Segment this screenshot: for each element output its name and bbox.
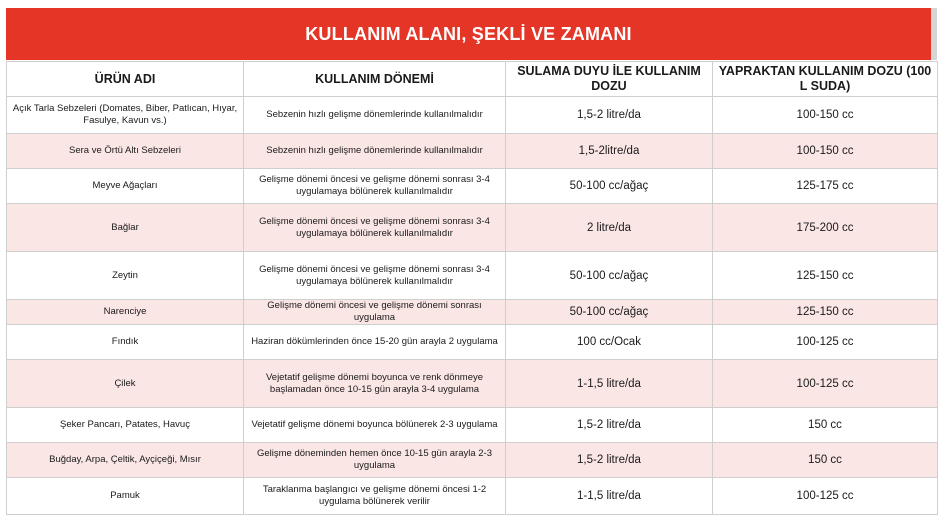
cell-period: Vejetatif gelişme dönemi boyunca bölünerek 2-3 uygulama — [244, 408, 506, 443]
cell-product: Zeytin — [7, 252, 244, 300]
cell-product: Buğday, Arpa, Çeltik, Ayçiçeği, Mısır — [7, 443, 244, 478]
cell-product: Narenciye — [7, 300, 244, 325]
cell-foliar: 100-125 cc — [713, 325, 938, 360]
cell-product: Açık Tarla Sebzeleri (Domates, Biber, Patlıcan, Hıyar, Fasulye, Kavun vs.) — [7, 97, 244, 134]
table-row — [7, 300, 938, 325]
cell-irrigation: 50-100 cc/ağaç — [506, 252, 713, 300]
cell-irrigation: 1,5-2 litre/da — [506, 97, 713, 134]
table-row — [7, 134, 938, 169]
usage-table — [6, 61, 938, 515]
table-header-row — [7, 62, 938, 97]
cell-period: Gelişme dönemi öncesi ve gelişme dönemi sonrası 3-4 uygulamaya bölünerek kullanılmalıdır — [244, 252, 506, 300]
table-row — [7, 478, 938, 515]
cell-foliar: 125-175 cc — [713, 169, 938, 204]
cell-period: Gelişme dönemi öncesi ve gelişme dönemi sonrası uygulama — [244, 300, 506, 325]
table-row — [7, 97, 938, 134]
cell-period: Gelişme dönemi öncesi ve gelişme dönemi sonrası 3-4 uygulamaya bölünerek kullanılmalıdır — [244, 204, 506, 252]
table-row — [7, 443, 938, 478]
cell-product: Meyve Ağaçları — [7, 169, 244, 204]
page-title-banner — [6, 8, 937, 60]
table-row — [7, 204, 938, 252]
cell-period: Sebzenin hızlı gelişme dönemlerinde kullanılmalıdır — [244, 134, 506, 169]
cell-product: Çilek — [7, 360, 244, 408]
cell-foliar: 100-150 cc — [713, 97, 938, 134]
cell-irrigation: 1,5-2 litre/da — [506, 443, 713, 478]
header-period: KULLANIM DÖNEMİ — [244, 62, 506, 97]
header-product: ÜRÜN ADI — [7, 62, 244, 97]
cell-period: Haziran dökümlerinden önce 15-20 gün arayla 2 uygulama — [244, 325, 506, 360]
cell-product: Pamuk — [7, 478, 244, 515]
cell-foliar: 150 cc — [713, 443, 938, 478]
cell-irrigation: 1,5-2litre/da — [506, 134, 713, 169]
cell-product: Fındık — [7, 325, 244, 360]
header-irrigation-dose: SULAMA DUYU İLE KULLANIM DOZU — [506, 62, 713, 97]
cell-irrigation: 50-100 cc/ağaç — [506, 169, 713, 204]
table-row — [7, 360, 938, 408]
header-foliar-dose: YAPRAKTAN KULLANIM DOZU (100 L SUDA) — [713, 62, 938, 97]
cell-period: Gelişme döneminden hemen önce 10-15 gün arayla 2-3 uygulama — [244, 443, 506, 478]
table-row — [7, 325, 938, 360]
cell-period: Vejetatif gelişme dönemi boyunca ve renk dönmeye başlamadan önce 10-15 gün arayla 3-4 uygulama — [244, 360, 506, 408]
page-title: KULLANIM ALANI, ŞEKLİ VE ZAMANI — [305, 23, 632, 44]
document-frame — [6, 8, 937, 515]
cell-irrigation: 2 litre/da — [506, 204, 713, 252]
cell-foliar: 100-150 cc — [713, 134, 938, 169]
cell-product: Sera ve Örtü Altı Sebzeleri — [7, 134, 244, 169]
cell-foliar: 175-200 cc — [713, 204, 938, 252]
cell-period: Gelişme dönemi öncesi ve gelişme dönemi sonrası 3-4 uygulamaya bölünerek kullanılmalıdır — [244, 169, 506, 204]
table-row — [7, 169, 938, 204]
cell-foliar: 125-150 cc — [713, 300, 938, 325]
cell-product: Bağlar — [7, 204, 244, 252]
cell-irrigation: 100 cc/Ocak — [506, 325, 713, 360]
cell-foliar: 100-125 cc — [713, 360, 938, 408]
cell-period: Sebzenin hızlı gelişme dönemlerinde kullanılmalıdır — [244, 97, 506, 134]
cell-product: Şeker Pancarı, Patates, Havuç — [7, 408, 244, 443]
table-row — [7, 252, 938, 300]
cell-irrigation: 1,5-2 litre/da — [506, 408, 713, 443]
table-row — [7, 408, 938, 443]
cell-foliar: 125-150 cc — [713, 252, 938, 300]
cell-foliar: 150 cc — [713, 408, 938, 443]
cell-foliar: 100-125 cc — [713, 478, 938, 515]
cell-irrigation: 1-1,5 litre/da — [506, 360, 713, 408]
cell-irrigation: 1-1,5 litre/da — [506, 478, 713, 515]
cell-irrigation: 50-100 cc/ağaç — [506, 300, 713, 325]
cell-period: Taraklanma başlangıcı ve gelişme dönemi öncesi 1-2 uygulama bölünerek verilir — [244, 478, 506, 515]
